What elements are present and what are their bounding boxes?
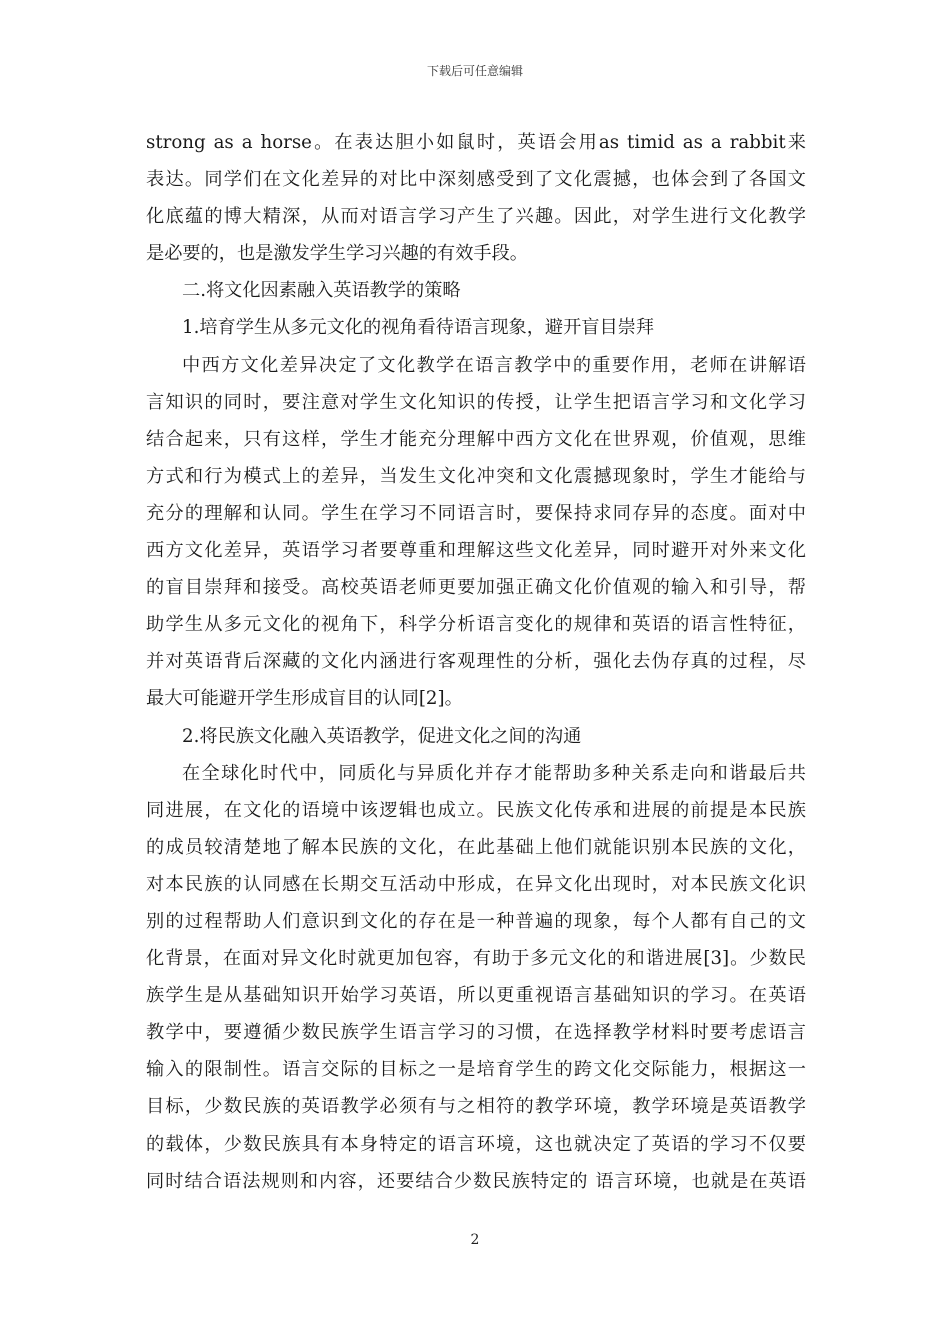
text-line: 输入的限制性。语言交际的目标之一是培育学生的跨文化交际能力，根据这一: [146, 1059, 806, 1081]
text-line: 西方文化差异，英语学习者要尊重和理解这些文化差异，同时避开对外来文化: [146, 540, 806, 562]
page-number: 2: [470, 1232, 480, 1248]
text-line: 充分的理解和认同。学生在学习不同语言时，要保持求同存异的态度。面对中: [146, 502, 806, 524]
text-line: 二.将文化因素融入英语教学的策略: [182, 280, 461, 302]
text-line: 助学生从多元文化的视角下，科学分析语言变化的规律和英语的语言性特征，: [146, 614, 806, 636]
text-line: 同进展，在文化的语境中该逻辑也成立。民族文化传承和进展的前提是本民族: [146, 799, 806, 821]
text-line: 的载体，少数民族具有本身特定的语言环境，这也就决定了英语的学习不仅要: [146, 1133, 806, 1155]
text-line: 1.培育学生从多元文化的视角看待语言现象，避开盲目崇拜: [182, 317, 655, 339]
text-line: 最大可能避开学生形成盲目的认同[2]。: [146, 688, 463, 710]
text-line: 2.将民族文化融入英语教学，促进文化之间的沟通: [182, 725, 582, 747]
text-line: 化底蕴的博大精深，从而对语言学习产生了兴趣。因此，对学生进行文化教学: [146, 206, 806, 228]
text-line: strong as a horse。在表达胆小如鼠时，英语会用as timid as a rabbit来: [146, 132, 806, 153]
text-line: 同时结合语法规则和内容，还要结合少数民族特定的 语言环境，也就是在英语: [146, 1170, 806, 1192]
text-line: 结合起来，只有这样，学生才能充分理解中西方文化在世界观，价值观，思维: [146, 428, 806, 450]
text-line: 中西方文化差异决定了文化教学在语言教学中的重要作用，老师在讲解语: [182, 354, 806, 376]
document-body: [146, 124, 806, 1200]
text-line: 表达。同学们在文化差异的对比中深刻感受到了文化震撼，也体会到了各国文: [146, 169, 806, 191]
text-line: 的盲目崇拜和接受。高校英语老师更要加强正确文化价值观的输入和引导，帮: [146, 577, 806, 599]
page-header: 下载后可任意编辑: [426, 64, 523, 78]
text-line: 对本民族的认同感在长期交互活动中形成，在异文化出现时，对本民族文化识: [146, 873, 806, 895]
text-line: 方式和行为模式上的差异，当发生文化冲突和文化震撼现象时，学生才能给与: [146, 465, 806, 487]
text-line: 的成员较清楚地了解本民族的文化，在此基础上他们就能识别本民族的文化，: [146, 836, 806, 858]
text-line: 族学生是从基础知识开始学习英语，所以更重视语言基础知识的学习。在英语: [146, 985, 806, 1007]
text-line: 教学中，要遵循少数民族学生语言学习的习惯，在选择教学材料时要考虑语言: [146, 1022, 806, 1044]
text-line: 在全球化时代中，同质化与异质化并存才能帮助多种关系走向和谐最后共: [182, 762, 806, 784]
text-line: 并对英语背后深藏的文化内涵进行客观理性的分析，强化去伪存真的过程，尽: [146, 651, 806, 673]
text-line: 别的过程帮助人们意识到文化的存在是一种普遍的现象，每个人都有自己的文: [146, 910, 806, 932]
text-line: 是必要的，也是激发学生学习兴趣的有效手段。: [146, 243, 528, 265]
text-line: 化背景，在面对异文化时就更加包容，有助于多元文化的和谐进展[3]。少数民: [146, 948, 806, 970]
text-line: 言知识的同时，要注意对学生文化知识的传授，让学生把语言学习和文化学习: [146, 391, 806, 413]
text-line: 目标，少数民族的英语教学必须有与之相符的教学环境，教学环境是英语教学: [146, 1096, 806, 1118]
